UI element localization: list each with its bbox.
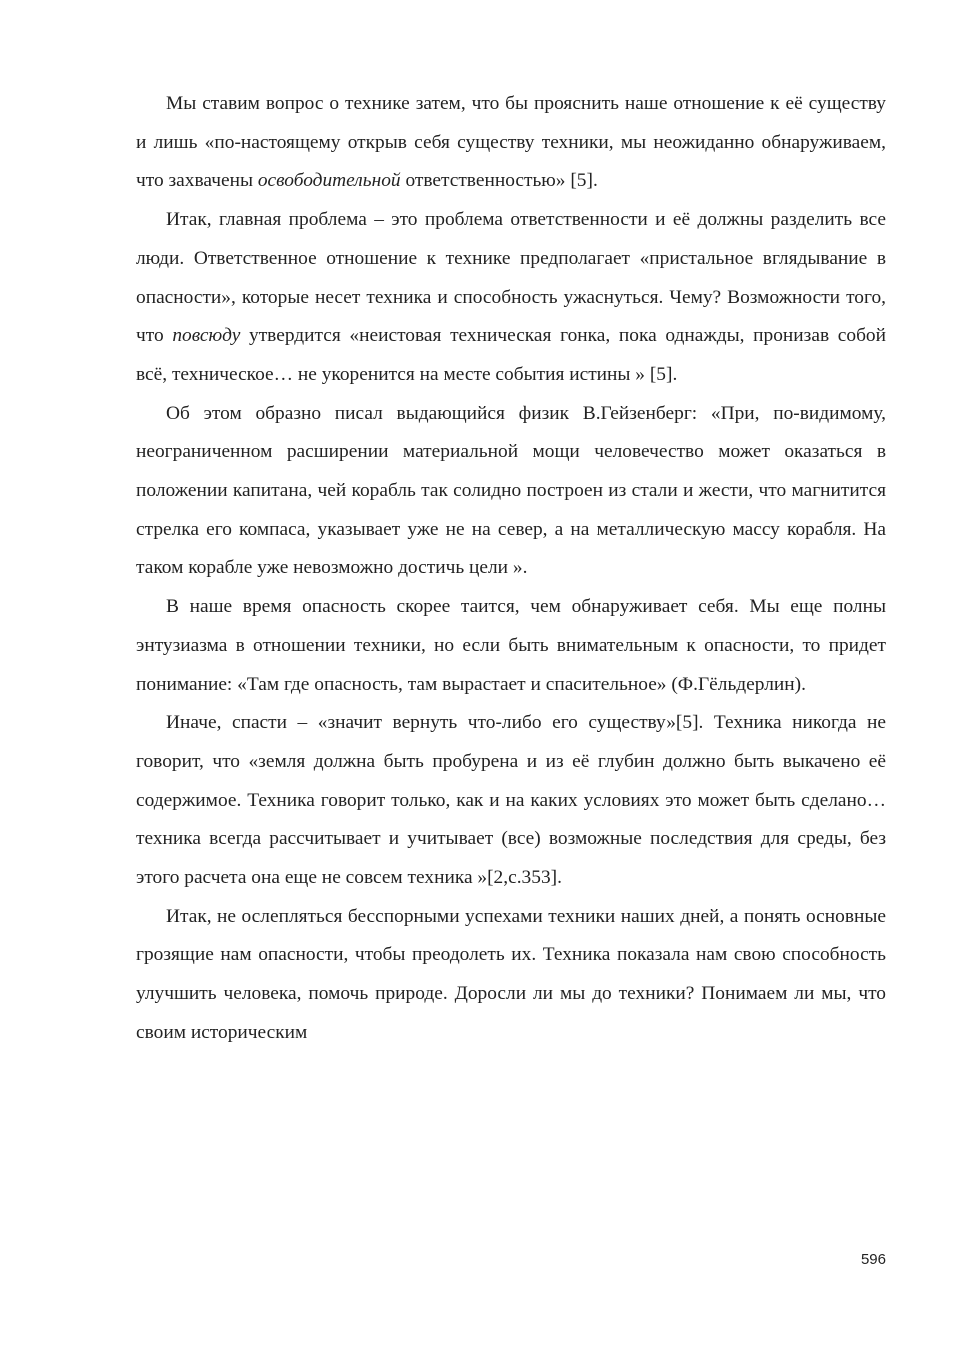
paragraph-2-text-end: утвердится «неистовая техническая гонка, пока однажды, пронизав собой всё, техническое… не укоренится на месте события истины » [5].	[136, 325, 887, 385]
paragraph-6: Итак, не ослепляться бесспорными успехами техники наших дней, а понять основные грозящие нам опасности, чтобы преодолеть их. Техника показала нам свою способность улучшить человека, помочь природе. Доросли ли мы до техники? Понимаем ли мы, что своим историческим	[136, 905, 886, 1043]
paragraph-1-emphasis: освободительной	[257, 170, 401, 192]
paragraph-4: В наше время опасность скорее таится, чем обнаруживает себя. Мы еще полны энтузиазма в отношении техники, но если быть внимательным к опасности, то придет понимание: «Там где опасность, там вырастает и спасительное» (Ф.Гёльдерлин).	[136, 596, 886, 695]
page-body	[136, 85, 886, 1053]
paragraph-5: Иначе, спасти – «значит вернуть что-либо его существу»[5]. Техника никогда не говорит, что «земля должна быть пробурена и из её глубин должно быть выкачено её содержимое. Техника говорит только, как и на каких условиях это может быть сделано… техника всегда рассчитывает и учитывает (все) возможные последствия для среды, без этого расчета она еще не совсем техника »[2,с.353].	[136, 712, 886, 889]
paragraph-3: Об этом образно писал выдающийся физик В.Гейзенберг: «При, по-видимому, неограниченном расширении материальной мощи человечество может оказаться в положении капитана, чей корабль так солидно построен из стали и жести, что магнитится стрелка его компаса, указывает уже не на север, а на металлическую массу корабля. На таком корабле уже невозможно достичь цели ».	[136, 402, 886, 579]
paragraph-2-text: Итак, главная проблема – это проблема ответственности и её должны разделить все люди. Ответственное отношение к технике предполагает «пристальное вглядывание в опасности», которые несет техника и способность ужаснуться. Чему? Возможности того, что	[136, 209, 886, 347]
paragraph-1-text: Мы ставим вопрос о технике затем, что бы прояснить наше отношение к её существу и лишь «по-настоящему открыв себя существу техники, мы неожиданно обнаруживаем, что захвачены	[136, 93, 886, 192]
paragraph-2-emphasis: повсюду	[172, 325, 241, 347]
paragraph-1-text-end: ответственностью» [5].	[400, 170, 598, 192]
page-number: 596	[860, 1251, 886, 1268]
paragraph-1	[136, 85, 886, 201]
paragraph-2	[136, 201, 886, 395]
